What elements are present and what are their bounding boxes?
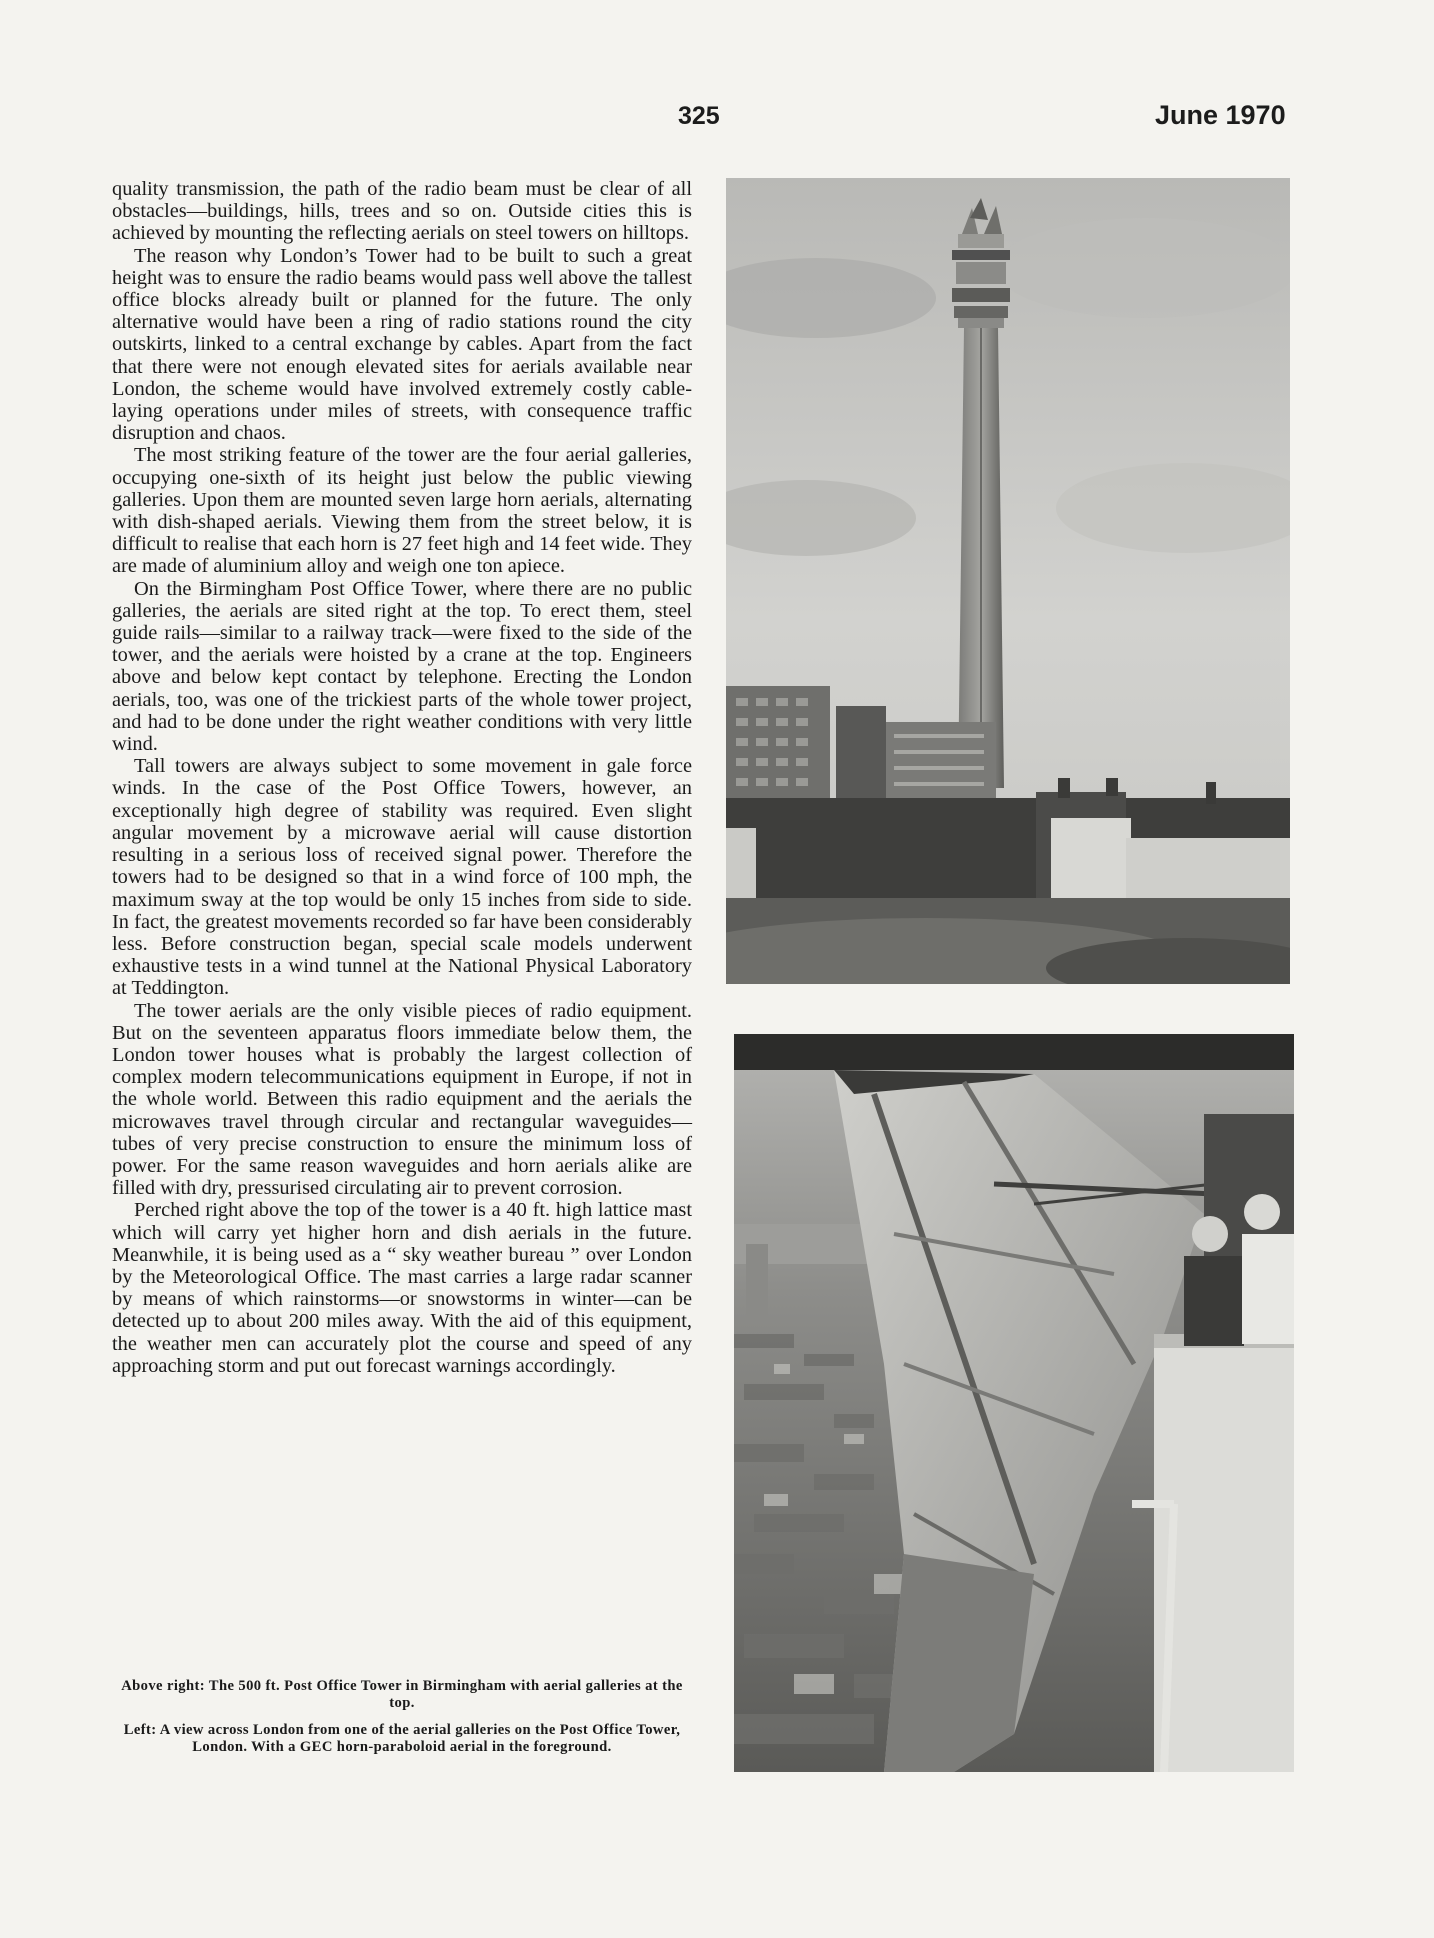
paragraph: The most striking feature of the tower are the four aerial galleries, occupying one-sixth of its height just below the public viewing galleries. Upon them are mounted seven large horn aerials, alternating with dish-shaped aerials. Viewing them from the street below, it is difficult to realise that each horn is 27 feet high and 14 feet wide. They are made of aluminium alloy and weigh one ton apiece. [112,444,692,578]
paragraph: The tower aerials are the only visible pieces of radio equipment. But on the seventeen apparatus floors immediate below them, the London tower houses what is probably the largest collection of complex modern telecommunications equipment in Europe, if not in the whole world. Between this radio equipment and the aerials the microwaves travel through circular and rectangular waveguides—tubes of very precise construction to ensure the minimum loss of power. For the same reason waveguides and horn aerials alike are filled with dry, pressurised circulating air to prevent corrosion. [112,999,692,1200]
paragraph: On the Birmingham Post Office Tower, where there are no public galleries, the aerials are sited right at the top. To erect them, steel guide rails—similar to a railway track—were fixed to the side of the tower, and the aerials were hoisted by a crane at the top. Engineers above and below kept contact by telephone. Erecting the London aerials, too, was one of the trickiest parts of the whole tower project, and had to be done under the right weather conditions with very little wind. [112,577,692,756]
caption-above-right: Above right: The 500 ft. Post Office Tower in Birmingham with aerial galleries at the top. [121,1678,683,1711]
page-header [0,100,1434,140]
paragraph: Perched right above the top of the tower is a 40 ft. high lattice mast which will carry yet higher horn and dish aerials in the future. Meanwhile, it is being used as a “ sky weather bureau ” over London by the Meteorological Office. The mast carries a large radar scanner by means of which rainstorms—or snowstorms in winter—can be detected up to about 200 miles away. With the aid of this equipment, the weather men can accurately plot the course and speed of any approaching storm and put out forecast warnings accordingly. [112,1199,692,1377]
london-aerial-view-photo [734,1034,1294,1772]
paragraph: quality transmission, the path of the radio beam must be clear of all obstacles—buildings, hills, trees and so on. Outside cities this is achieved by mounting the reflecting aerials on steel towers on hilltops. [112,178,692,245]
photo-captions [112,1678,692,1766]
paragraph: Tall towers are always subject to some movement in gale force winds. In the case of the Post Office Towers, however, an exceptionally high degree of stability was required. Even slight angular movement by a microwave aerial will cause distortion resulting in a serious loss of received signal power. Therefore the towers had to be designed so that in a wind force of 100 mph, the maximum sway at the top would be only 15 inches from side to side. In fact, the greatest movements recorded so far have been considerably less. Before construction began, special scale models underwent exhaustive tests in a wind tunnel at the National Physical Laboratory at Teddington. [112,755,692,1000]
caption-left: Left: A view across London from one of the aerial galleries on the Post Office Tower, London. With a GEC horn-paraboloid aerial in the foreground. [123,1722,681,1755]
page-number: 325 [678,102,720,130]
article-body [112,178,692,1377]
paragraph: The reason why London’s Tower had to be built to such a great height was to ensure the radio beams would pass well above the tallest office blocks already built or planned for the future. The only alternative would have been a ring of radio stations round the city outskirts, linked to a central exchange by cables. Apart from the fact that there were not enough elevated sites for aerials available near London, the scheme would have involved extremely costly cable-laying operations under miles of streets, with consequence traffic disruption and chaos. [112,244,692,445]
birmingham-tower-photo [726,178,1290,984]
issue-date: June 1970 [1155,100,1286,130]
